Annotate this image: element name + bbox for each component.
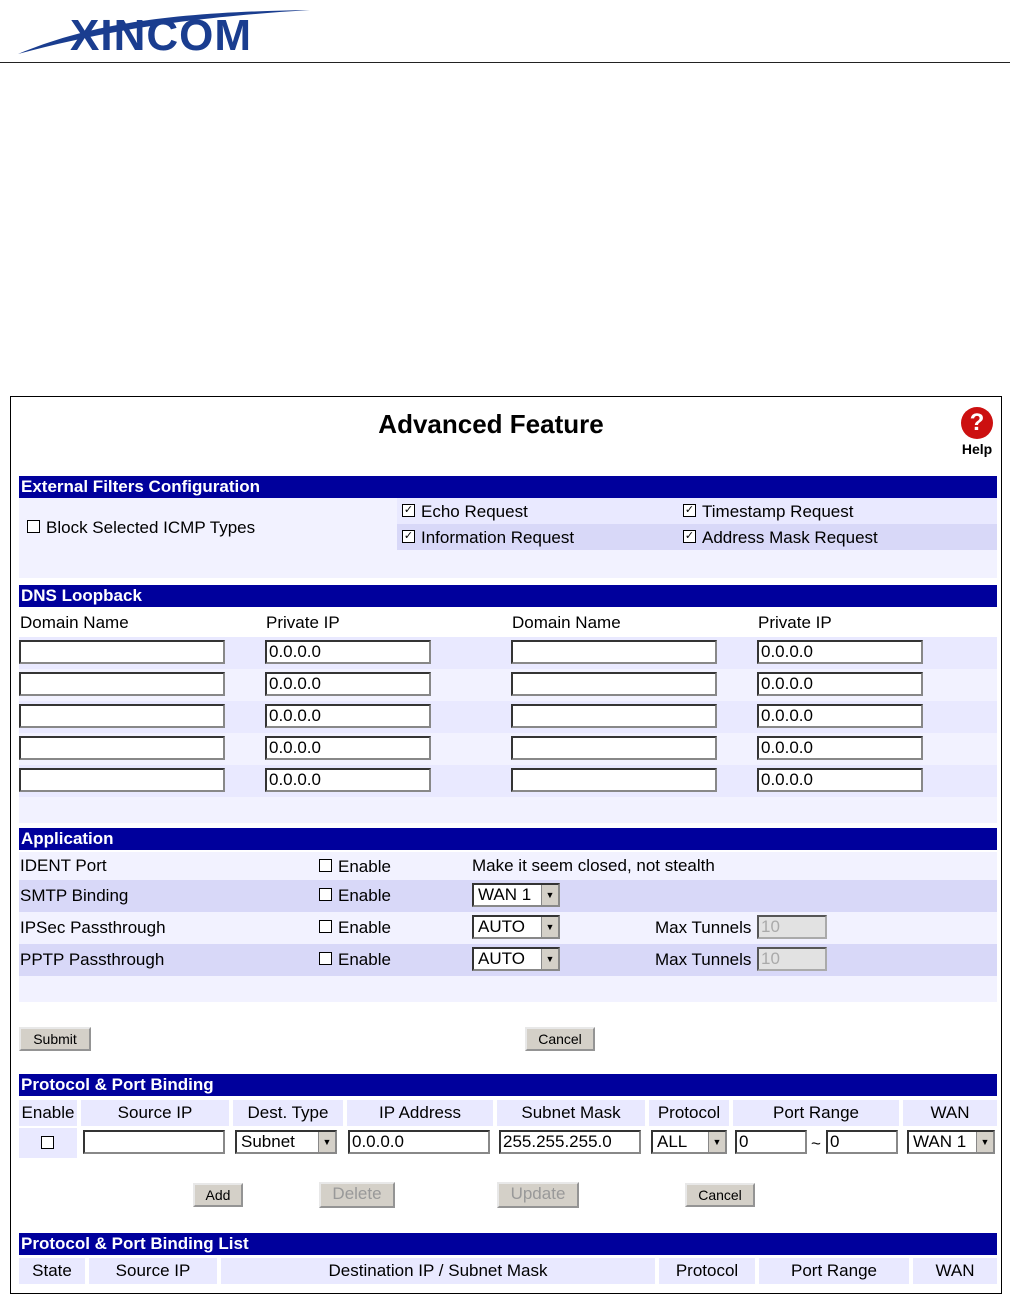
help-button[interactable] (957, 407, 997, 457)
timestamp-request-option[interactable] (683, 502, 853, 522)
dns-loopback-header: DNS Loopback (19, 585, 997, 607)
dns-col-domain-1: Domain Name (20, 613, 129, 632)
pptp-enable-label: Enable (338, 950, 391, 969)
ident-note: Make it seem closed, not stealth (472, 856, 715, 875)
ident-label: IDENT Port (20, 856, 107, 875)
chevron-down-icon: ▼ (541, 885, 558, 905)
pptp-mode-select[interactable] (472, 947, 560, 971)
dns-ip-input[interactable]: 0.0.0.0 (757, 672, 923, 696)
timestamp-request-checkbox[interactable]: ✓ (684, 504, 695, 517)
page-title: Advanced Feature (378, 409, 604, 439)
ipsec-max-tunnels-label: Max Tunnels (655, 918, 752, 937)
dns-domain-input[interactable] (511, 768, 717, 792)
update-button: Update (497, 1182, 579, 1208)
port-range-separator: ~ (811, 1134, 821, 1153)
pptp-enable[interactable] (319, 950, 391, 970)
ident-enable-checkbox[interactable] (319, 859, 332, 872)
binding-col-enable: Enable (21, 1103, 75, 1122)
list-col-wan: WAN (935, 1261, 975, 1280)
smtp-enable-label: Enable (338, 886, 391, 905)
ipsec-mode-value: AUTO (478, 917, 525, 936)
list-col-port-range: Port Range (791, 1261, 877, 1280)
help-icon: ? (961, 407, 993, 439)
add-button[interactable]: Add (193, 1183, 243, 1207)
ipsec-mode-select[interactable] (472, 915, 560, 939)
advanced-feature-panel (10, 396, 1002, 1294)
binding-col-protocol: Protocol (657, 1103, 721, 1122)
dns-domain-input[interactable] (511, 736, 717, 760)
smtp-enable[interactable] (319, 886, 391, 906)
chevron-down-icon: ▼ (976, 1132, 993, 1152)
smtp-wan-value: WAN 1 (478, 885, 532, 904)
block-icmp-checkbox[interactable] (27, 520, 40, 533)
binding-dest-type-select[interactable] (235, 1130, 337, 1154)
logo-text: XINCOM (70, 11, 252, 58)
dns-domain-input[interactable] (511, 672, 717, 696)
dns-domain-input[interactable] (19, 736, 225, 760)
block-icmp-option[interactable] (27, 518, 255, 538)
echo-request-label: Echo Request (421, 502, 528, 521)
dns-ip-input[interactable]: 0.0.0.0 (757, 704, 923, 728)
pptp-enable-checkbox[interactable] (319, 952, 332, 965)
ident-enable-label: Enable (338, 857, 391, 876)
ipsec-enable-checkbox[interactable] (319, 920, 332, 933)
address-mask-request-checkbox[interactable]: ✓ (684, 530, 695, 543)
information-request-option[interactable] (402, 528, 574, 548)
xincom-logo (10, 4, 320, 58)
address-mask-request-label: Address Mask Request (702, 528, 878, 547)
binding-dest-type-value: Subnet (241, 1132, 295, 1151)
binding-header: Protocol & Port Binding (19, 1074, 997, 1096)
binding-col-source-ip: Source IP (117, 1103, 193, 1122)
dns-ip-input[interactable]: 0.0.0.0 (757, 736, 923, 760)
pptp-label: PPTP Passthrough (20, 950, 165, 969)
binding-port-from-input[interactable]: 0 (735, 1130, 807, 1154)
binding-protocol-value: ALL (657, 1132, 688, 1151)
cancel-button[interactable]: Cancel (525, 1027, 595, 1051)
application-spacer (19, 976, 997, 1002)
ipsec-enable[interactable] (319, 918, 391, 938)
dns-ip-input[interactable]: 0.0.0.0 (265, 640, 431, 664)
dns-domain-input[interactable] (19, 704, 225, 728)
application-header: Application (19, 828, 997, 850)
dns-col-ip-2: Private IP (758, 613, 832, 632)
dns-domain-input[interactable] (19, 768, 225, 792)
address-mask-request-option[interactable] (683, 528, 878, 548)
binding-enable-checkbox[interactable] (41, 1134, 60, 1154)
delete-button: Delete (319, 1182, 395, 1208)
binding-port-to-input[interactable]: 0 (826, 1130, 898, 1154)
dns-domain-input[interactable] (511, 704, 717, 728)
smtp-wan-select[interactable] (472, 883, 560, 907)
submit-button[interactable]: Submit (19, 1027, 91, 1051)
list-col-destination: Destination IP / Subnet Mask (328, 1261, 548, 1280)
pptp-max-tunnels-input: 10 (757, 947, 827, 971)
binding-protocol-select[interactable] (651, 1130, 727, 1154)
smtp-label: SMTP Binding (20, 886, 129, 905)
dns-ip-input[interactable]: 0.0.0.0 (757, 640, 923, 664)
binding-col-wan: WAN (930, 1103, 970, 1122)
information-request-label: Information Request (421, 528, 575, 547)
binding-col-subnet-mask: Subnet Mask (521, 1103, 621, 1122)
dns-domain-input[interactable] (19, 672, 225, 696)
binding-col-port-range: Port Range (773, 1103, 859, 1122)
ipsec-enable-label: Enable (338, 918, 391, 937)
dns-ip-input[interactable]: 0.0.0.0 (265, 672, 431, 696)
dns-col-domain-2: Domain Name (512, 613, 621, 632)
binding-subnet-mask-input[interactable]: 255.255.255.0 (499, 1130, 641, 1154)
list-col-source-ip: Source IP (115, 1261, 191, 1280)
binding-ip-address-input[interactable]: 0.0.0.0 (348, 1130, 490, 1154)
echo-request-option[interactable] (402, 502, 528, 522)
chevron-down-icon: ▼ (541, 917, 558, 937)
information-request-checkbox[interactable]: ✓ (403, 530, 414, 543)
dns-domain-input[interactable] (19, 640, 225, 664)
chevron-down-icon: ▼ (708, 1132, 725, 1152)
ident-enable[interactable] (319, 857, 391, 877)
list-col-state: State (32, 1261, 72, 1280)
ipsec-label: IPSec Passthrough (20, 918, 166, 937)
external-filters-spacer (19, 556, 997, 578)
dns-ip-input[interactable]: 0.0.0.0 (265, 768, 431, 792)
dns-ip-input[interactable]: 0.0.0.0 (265, 704, 431, 728)
binding-col-dest-type: Dest. Type (247, 1103, 329, 1122)
binding-col-ip-address: IP Address (379, 1103, 461, 1122)
smtp-enable-checkbox[interactable] (319, 888, 332, 901)
ipsec-max-tunnels-input: 10 (757, 915, 827, 939)
echo-request-checkbox[interactable]: ✓ (403, 504, 414, 517)
chevron-down-icon: ▼ (541, 949, 558, 969)
binding-wan-select[interactable] (907, 1130, 995, 1154)
pptp-max-tunnels-label: Max Tunnels (655, 950, 752, 969)
help-label: Help (961, 441, 993, 457)
binding-cancel-button[interactable]: Cancel (685, 1183, 755, 1207)
dns-spacer (19, 797, 997, 823)
binding-wan-value: WAN 1 (913, 1132, 967, 1151)
external-filters-row (19, 498, 997, 556)
dns-ip-input[interactable]: 0.0.0.0 (757, 768, 923, 792)
chevron-down-icon: ▼ (318, 1132, 335, 1152)
header-rule (0, 62, 1010, 63)
block-icmp-label: Block Selected ICMP Types (46, 518, 256, 537)
list-col-protocol: Protocol (675, 1261, 739, 1280)
pptp-mode-value: AUTO (478, 949, 525, 968)
timestamp-request-label: Timestamp Request (702, 502, 854, 521)
external-filters-header: External Filters Configuration (19, 476, 997, 498)
binding-source-ip-input[interactable] (83, 1130, 225, 1154)
binding-list-header: Protocol & Port Binding List (19, 1233, 997, 1255)
dns-col-ip-1: Private IP (266, 613, 340, 632)
dns-domain-input[interactable] (511, 640, 717, 664)
dns-ip-input[interactable]: 0.0.0.0 (265, 736, 431, 760)
